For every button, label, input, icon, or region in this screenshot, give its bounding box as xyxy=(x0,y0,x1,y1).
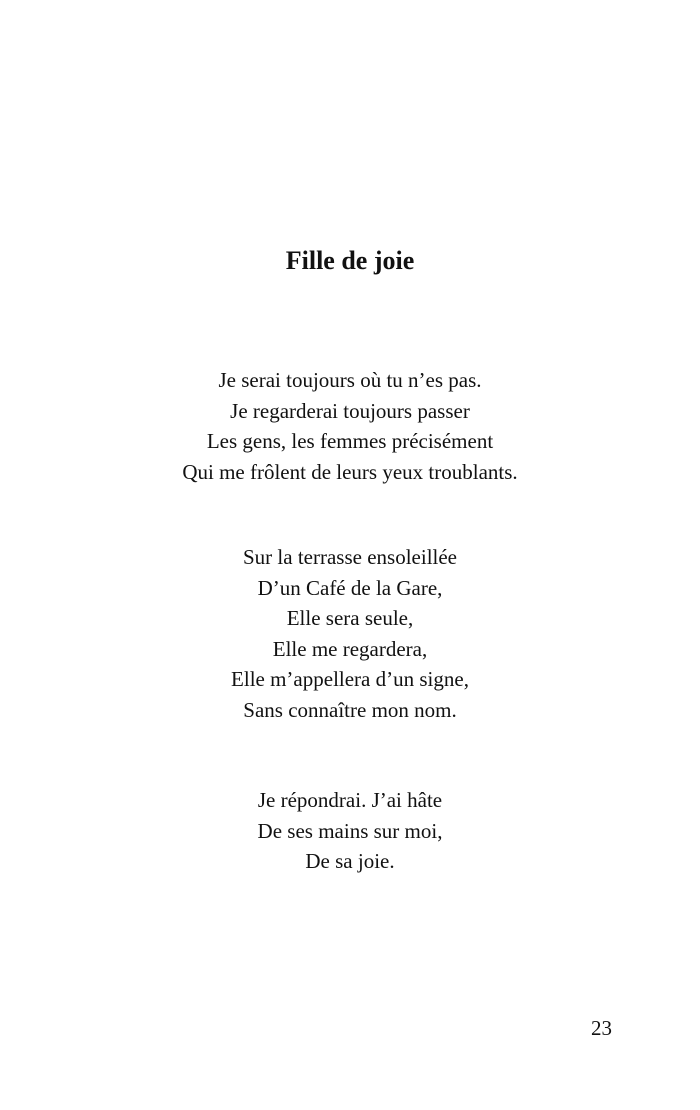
poem-line: Elle me regardera, xyxy=(272,636,428,661)
poem-line: Elle sera seule, xyxy=(286,606,414,630)
poem-line: Sans connaître mon nom. xyxy=(243,697,457,722)
stanza-2 xyxy=(0,542,700,725)
poem-line: Je serai toujours où tu n’es pas. xyxy=(218,368,482,392)
poem-line: Les gens, les femmes précisément xyxy=(206,429,494,453)
poem-line: Sur la terrasse ensoleillée xyxy=(243,545,457,569)
poem-line: Je regarderai toujours passer xyxy=(230,398,470,423)
page-number: 23 xyxy=(591,1016,612,1040)
poem-line: Je répondrai. J’ai hâte xyxy=(257,788,443,812)
poem-line: Qui me frôlent de leurs yeux troublants. xyxy=(182,459,518,484)
stanza-1 xyxy=(0,365,700,487)
poem-line: D’un Café de la Gare, xyxy=(257,575,443,600)
poem-line: De ses mains sur moi, xyxy=(257,818,443,843)
stanza-3 xyxy=(0,785,700,877)
poem-line: De sa joie. xyxy=(305,849,395,873)
poem-title: Fille de joie xyxy=(285,246,415,275)
poem-line: Elle m’appellera d’un signe, xyxy=(231,667,469,691)
